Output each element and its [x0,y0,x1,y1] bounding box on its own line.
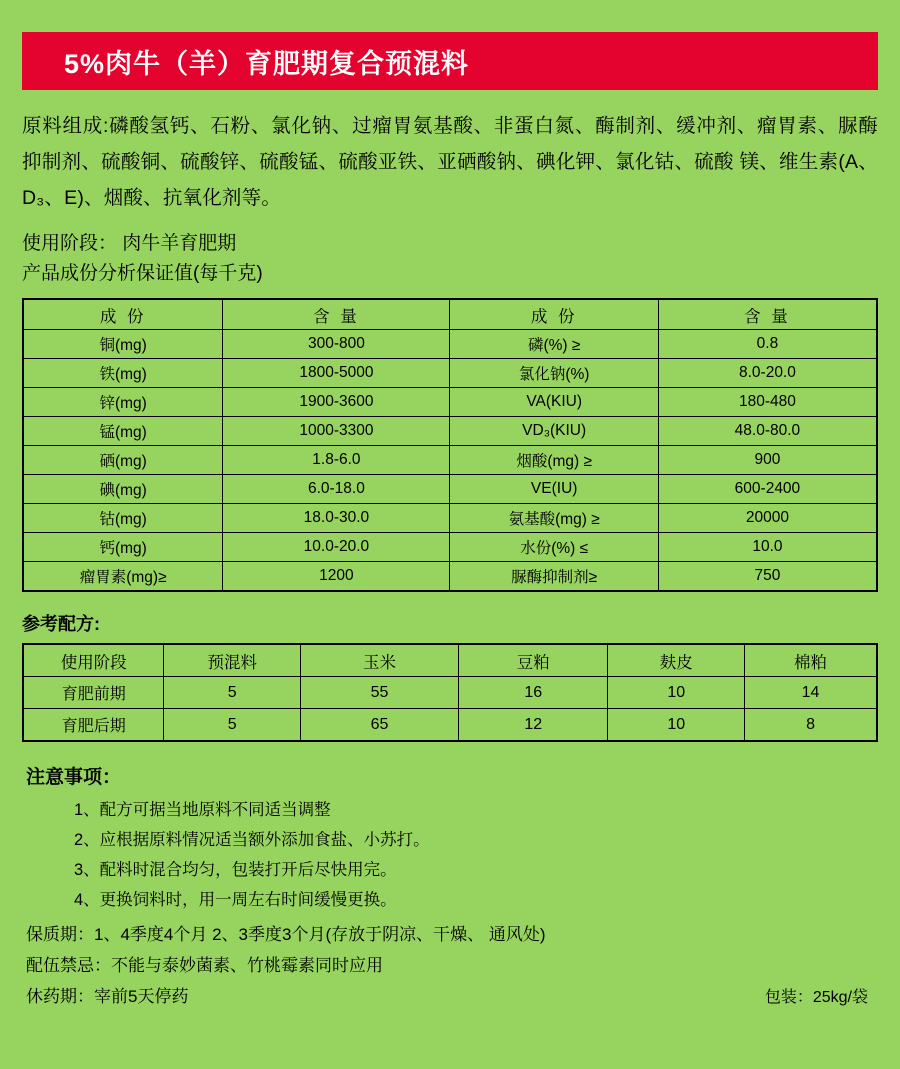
nutrition-cell: 瘤胃素(mg)≥ [23,562,223,592]
nutrition-cell: 0.8 [658,330,877,359]
nutrition-cell: VE(IU) [450,475,658,504]
nutrition-header-cell: 成 份 [450,299,658,330]
nutrition-cell: 600-2400 [658,475,877,504]
title-banner [22,32,878,90]
ingredients-text: 磷酸氢钙、石粉、氯化钠、过瘤胃氨基酸、非蛋白氮、酶制剂、缓冲剂、瘤胃素、脲酶 抑制剂、硫酸铜、硫酸锌、硫酸锰、硫酸亚铁、亚硒酸钠、碘化钾、氯化钴、硫酸 镁、维生素(A、D₃、E)、烟酸、抗氧化剂等。 [22,115,878,209]
formula-cell: 8 [745,709,877,742]
table-row [23,446,877,475]
nutrition-cell: 6.0-18.0 [223,475,450,504]
nutrition-cell: 钙(mg) [23,533,223,562]
nutrition-cell: 20000 [658,504,877,533]
nutrition-cell: 钴(mg) [23,504,223,533]
nutrition-cell: 8.0-20.0 [658,359,877,388]
shelf-life-line: 保质期：1、4季度4个月 2、3季度3个月(存放于阴凉、干燥、 通风处) [26,925,546,944]
table-row [23,388,877,417]
analysis-title: 产品成份分析保证值(每千克) [22,263,263,284]
nutrition-cell: 硒(mg) [23,446,223,475]
nutrition-cell: 1900-3600 [223,388,450,417]
nutrition-cell: 180-480 [658,388,877,417]
nutrition-cell: 1200 [223,562,450,592]
nutrition-cell: 10.0-20.0 [223,533,450,562]
product-label-page [0,32,900,1069]
nutrition-table [22,298,878,592]
nutrition-cell: 氯化钠(%) [450,359,658,388]
formula-header-cell: 使用阶段 [23,644,164,677]
nutrition-cell: 1.8-6.0 [223,446,450,475]
nutrition-cell: 碘(mg) [23,475,223,504]
nutrition-cell: 300-800 [223,330,450,359]
nutrition-cell: 锌(mg) [23,388,223,417]
ingredients-label: 原料组成: [22,115,109,137]
formula-cell: 5 [164,709,301,742]
formula-cell: 65 [301,709,459,742]
nutrition-cell: 磷(%) ≥ [450,330,658,359]
withdrawal-line: 休药期：宰前5天停药 [26,987,189,1006]
formula-cell: 育肥前期 [23,677,164,709]
formula-table [22,643,878,742]
table-header-row [23,299,877,330]
nutrition-header-cell: 成 份 [23,299,223,330]
formula-cell: 12 [459,709,608,742]
withdrawal-row [26,981,878,1013]
nutrition-cell: VA(KIU) [450,388,658,417]
footer-info [22,919,878,1013]
nutrition-cell: 10.0 [658,533,877,562]
list-item: 3、配料时混合均匀，包装打开后尽快用完。 [74,861,397,879]
table-row [23,533,877,562]
nutrition-cell: 烟酸(mg) ≥ [450,446,658,475]
nutrition-cell: 1000-3300 [223,417,450,446]
formula-cell: 14 [745,677,877,709]
list-item: 4、更换饲料时，用一周左右时间缓慢更换。 [74,891,397,909]
formula-cell: 育肥后期 [23,709,164,742]
nutrition-cell: 锰(mg) [23,417,223,446]
nutrition-cell: VD₃(KIU) [450,417,658,446]
nutrition-cell: 铜(mg) [23,330,223,359]
table-row [23,562,877,592]
notice-list [22,795,878,915]
nutrition-cell: 氨基酸(mg) ≥ [450,504,658,533]
formula-cell: 16 [459,677,608,709]
formula-header-cell: 豆粕 [459,644,608,677]
nutrition-header-cell: 含 量 [658,299,877,330]
table-row [23,359,877,388]
table-row [23,475,877,504]
package-line: 包装：25kg/袋 [764,989,868,1006]
nutrition-cell: 水份(%) ≤ [450,533,658,562]
nutrition-cell: 900 [658,446,877,475]
nutrition-cell: 48.0-80.0 [658,417,877,446]
formula-header-cell: 玉米 [301,644,459,677]
nutrition-cell: 750 [658,562,877,592]
formula-cell: 55 [301,677,459,709]
nutrition-cell: 铁(mg) [23,359,223,388]
incompatibility-line: 配伍禁忌：不能与泰妙菌素、竹桃霉素同时应用 [26,956,383,975]
nutrition-cell: 1800-5000 [223,359,450,388]
table-header-row [23,644,877,677]
formula-section-title: 参考配方: [22,614,100,634]
formula-cell: 5 [164,677,301,709]
usage-stage-line: 使用阶段： 肉牛羊育肥期 [22,233,237,254]
list-item: 1、配方可据当地原料不同适当调整 [74,801,331,819]
table-row [23,677,877,709]
table-row [23,504,877,533]
formula-header-cell: 麸皮 [608,644,745,677]
nutrition-cell: 脲酶抑制剂≥ [450,562,658,592]
nutrition-header-cell: 含 量 [223,299,450,330]
table-row [23,417,877,446]
formula-cell: 10 [608,677,745,709]
table-row [23,330,877,359]
page-title: 5%肉牛（羊）育肥期复合预混料 [64,48,470,79]
notice-title: 注意事项： [26,767,122,788]
table-row [23,709,877,742]
list-item: 2、应根据原料情况适当额外添加食盐、小苏打。 [74,831,430,849]
ingredients-paragraph [22,108,878,216]
nutrition-cell: 18.0-30.0 [223,504,450,533]
formula-cell: 10 [608,709,745,742]
formula-header-cell: 预混料 [164,644,301,677]
formula-header-cell: 棉粕 [745,644,877,677]
